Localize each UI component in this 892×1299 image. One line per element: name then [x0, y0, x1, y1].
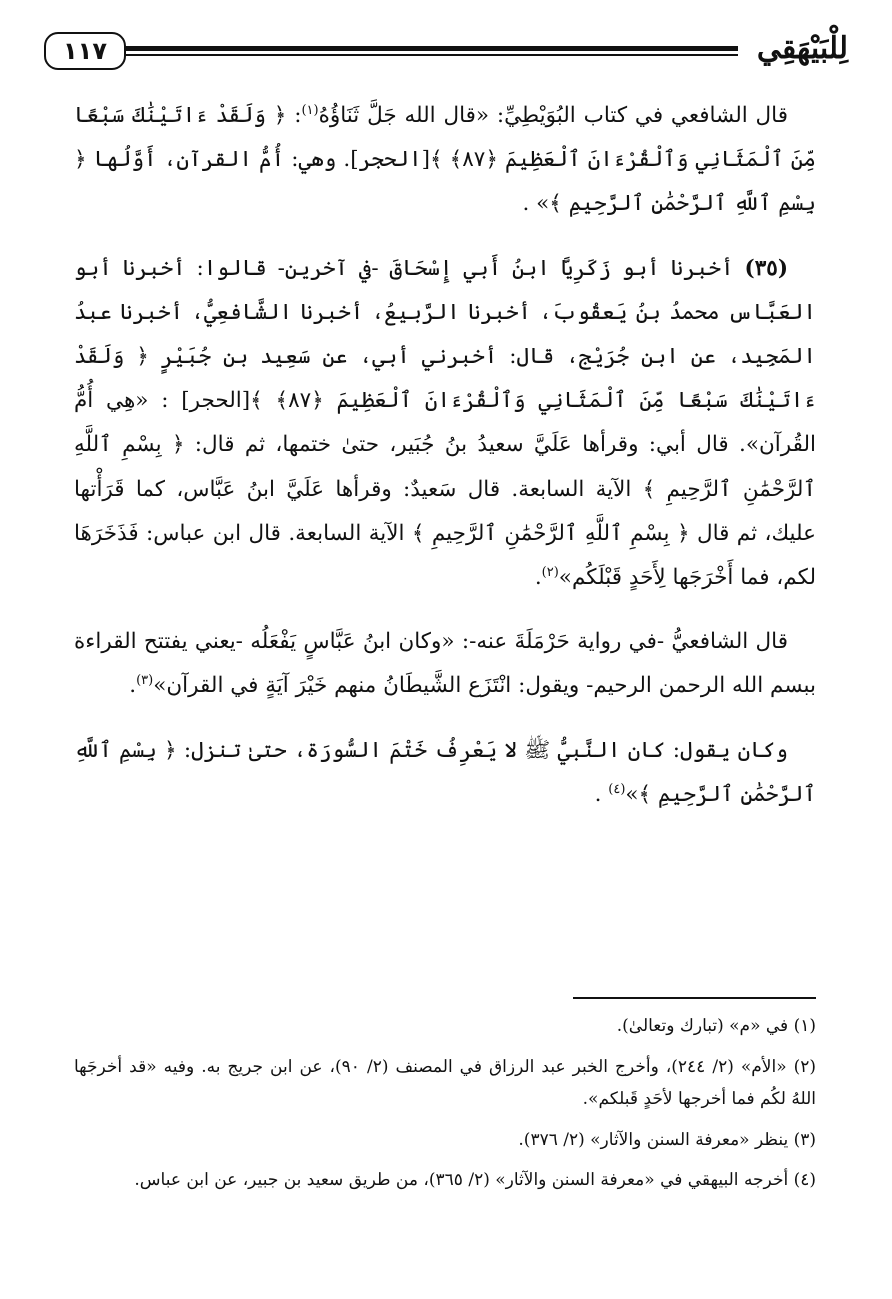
paragraph-4	[74, 729, 816, 817]
paragraph-2-text: أخبرنا أبو زَكَرِيَّا ابنُ أَبي إِسْحَاقَ -في آخرين- قالوا: أخبرنا أبو العَبَّاس محمدُ بنُ يَعقُوبَ، أخبرنا الرَّبيعُ، أخبرنا الشَّافعِيُّ، أخبرنا عبدُ المَجِيد، عن ابن جُرَيْج، قال: أخبرني أبي، عن سَعِيد بن جُبَيْرٍ ﴿ وَلَقَدْ ءَاتَيْنَٰكَ سَبْعًا مِّنَ ٱلْمَثَانِي وَٱلْقُرْءَانَ ٱلْعَظِيمَ ﴿٨٧﴾ ﴾[الحجر] : «هِي أُمُّ القُرآن». قال أبي: وقرأها عَلَيَّ سعيدُ بنُ جُبَير، حتىٰ ختمها، ثم قال: ﴿ بِسْمِ ٱللَّهِ ٱلرَّحْمَٰنِ ٱلرَّحِيمِ ﴾ الآية السابعة. قال سَعيدٌ: وقرأها عَلَيَّ ابنُ عَبَّاس، كما قَرَأْتها عليك، ثم قال ﴿ بِسْمِ ٱللَّهِ ٱلرَّحْمَٰنِ ٱلرَّحِيمِ ﴾ الآية السابعة. قال ابن عباس: فَذَخَرَهَا لكم، فما أَخْرَجَها لِأَحَدٍ قَبْلَكُم»	[74, 255, 816, 591]
hadith-number: (٣٥)	[744, 255, 789, 281]
paragraph-2-rest: .	[534, 565, 542, 591]
paragraph-4-rest: .	[594, 781, 609, 807]
footnote-ref-3[interactable]: (٣)	[136, 673, 154, 689]
header-rule-thick	[126, 46, 738, 51]
paragraph-3-rest: .	[129, 673, 137, 699]
page-header	[44, 26, 848, 76]
footnote-4: (٤) أخرجه البيهقي في «معرفة السنن والآثار» (٢/ ٣٦٥)، من طريق سعيد بن جبير، عن ابن عباس.	[134, 1170, 816, 1190]
paragraph-3-text: قال الشافعيُّ -في رواية حَرْمَلَةَ عنه-: «وكان ابنُ عَبَّاسٍ يَفْعَلُه -يعني يفتتح القراءة ببسم الله الرحمن الرحيم- ويقول: انْتَزَع الشَّيطَانُ منهم خَيْرَ آيَةٍ في القرآن»	[74, 629, 816, 699]
footnote-2: (٢) «الأم» (٢/ ٢٤٤)، وأخرج الخبر عبد الرزاق في المصنف (٢/ ٩٠)، عن ابن جريج به. وفيه «قد أخرجَها اللهُ لكُم فما أخرجها لأحَدٍ قَبلكم».	[74, 1056, 817, 1109]
paragraph-3	[74, 620, 816, 708]
footnote-3: (٣) ينظر «معرفة السنن والآثار» (٢/ ٣٧٦).	[518, 1129, 816, 1150]
paragraph-4-text: وكان يقول: كان النَّبيُّ ﷺ لا يَعْرِفُ خَتْمَ السُّورَة، حتىٰ تنزل: ﴿ بِسْمِ ٱللَّهِ ٱلرَّحْمَٰنِ ٱلرَّحِيمِ ﴾»	[74, 737, 816, 807]
footnote-separator	[573, 997, 816, 999]
main-text	[74, 94, 816, 837]
paragraph-1-text: قال الشافعي في كتاب البُوَيْطِيِّ: «قال الله جَلَّ ثَنَاؤُهُ	[318, 103, 789, 128]
header-rule	[126, 46, 738, 57]
footnote-ref-2[interactable]: (٢)	[541, 564, 559, 580]
footnote-ref-4[interactable]: (٤)	[608, 781, 626, 797]
page-number: ١١٧	[44, 32, 126, 70]
paragraph-1	[74, 94, 816, 227]
running-title: لِلْبَيْهَقِي	[756, 31, 848, 66]
paragraph-2	[74, 247, 816, 601]
footnote-1: (١) في «م» (تبارك وتعالىٰ).	[616, 1016, 816, 1036]
header-rule-thin	[126, 54, 738, 56]
footnote-ref-1[interactable]: (١)	[301, 102, 319, 118]
paragraph-1-rest: : ﴿ وَلَقَدْ ءَاتَيْنَٰكَ سَبْعًا مِّنَ ٱلْمَثَانِي وَٱلْقُرْءَانَ ٱلْعَظِيمَ ﴿٨٧﴾ ﴾[الحجر]. وهي: أُمُّ القرآن، أَوَّلُها ﴿ بِسْمِ ٱللَّهِ ٱلرَّحْمَٰنِ ٱلرَّحِيمِ ﴾» .	[74, 103, 816, 217]
footnotes	[74, 1010, 816, 1205]
